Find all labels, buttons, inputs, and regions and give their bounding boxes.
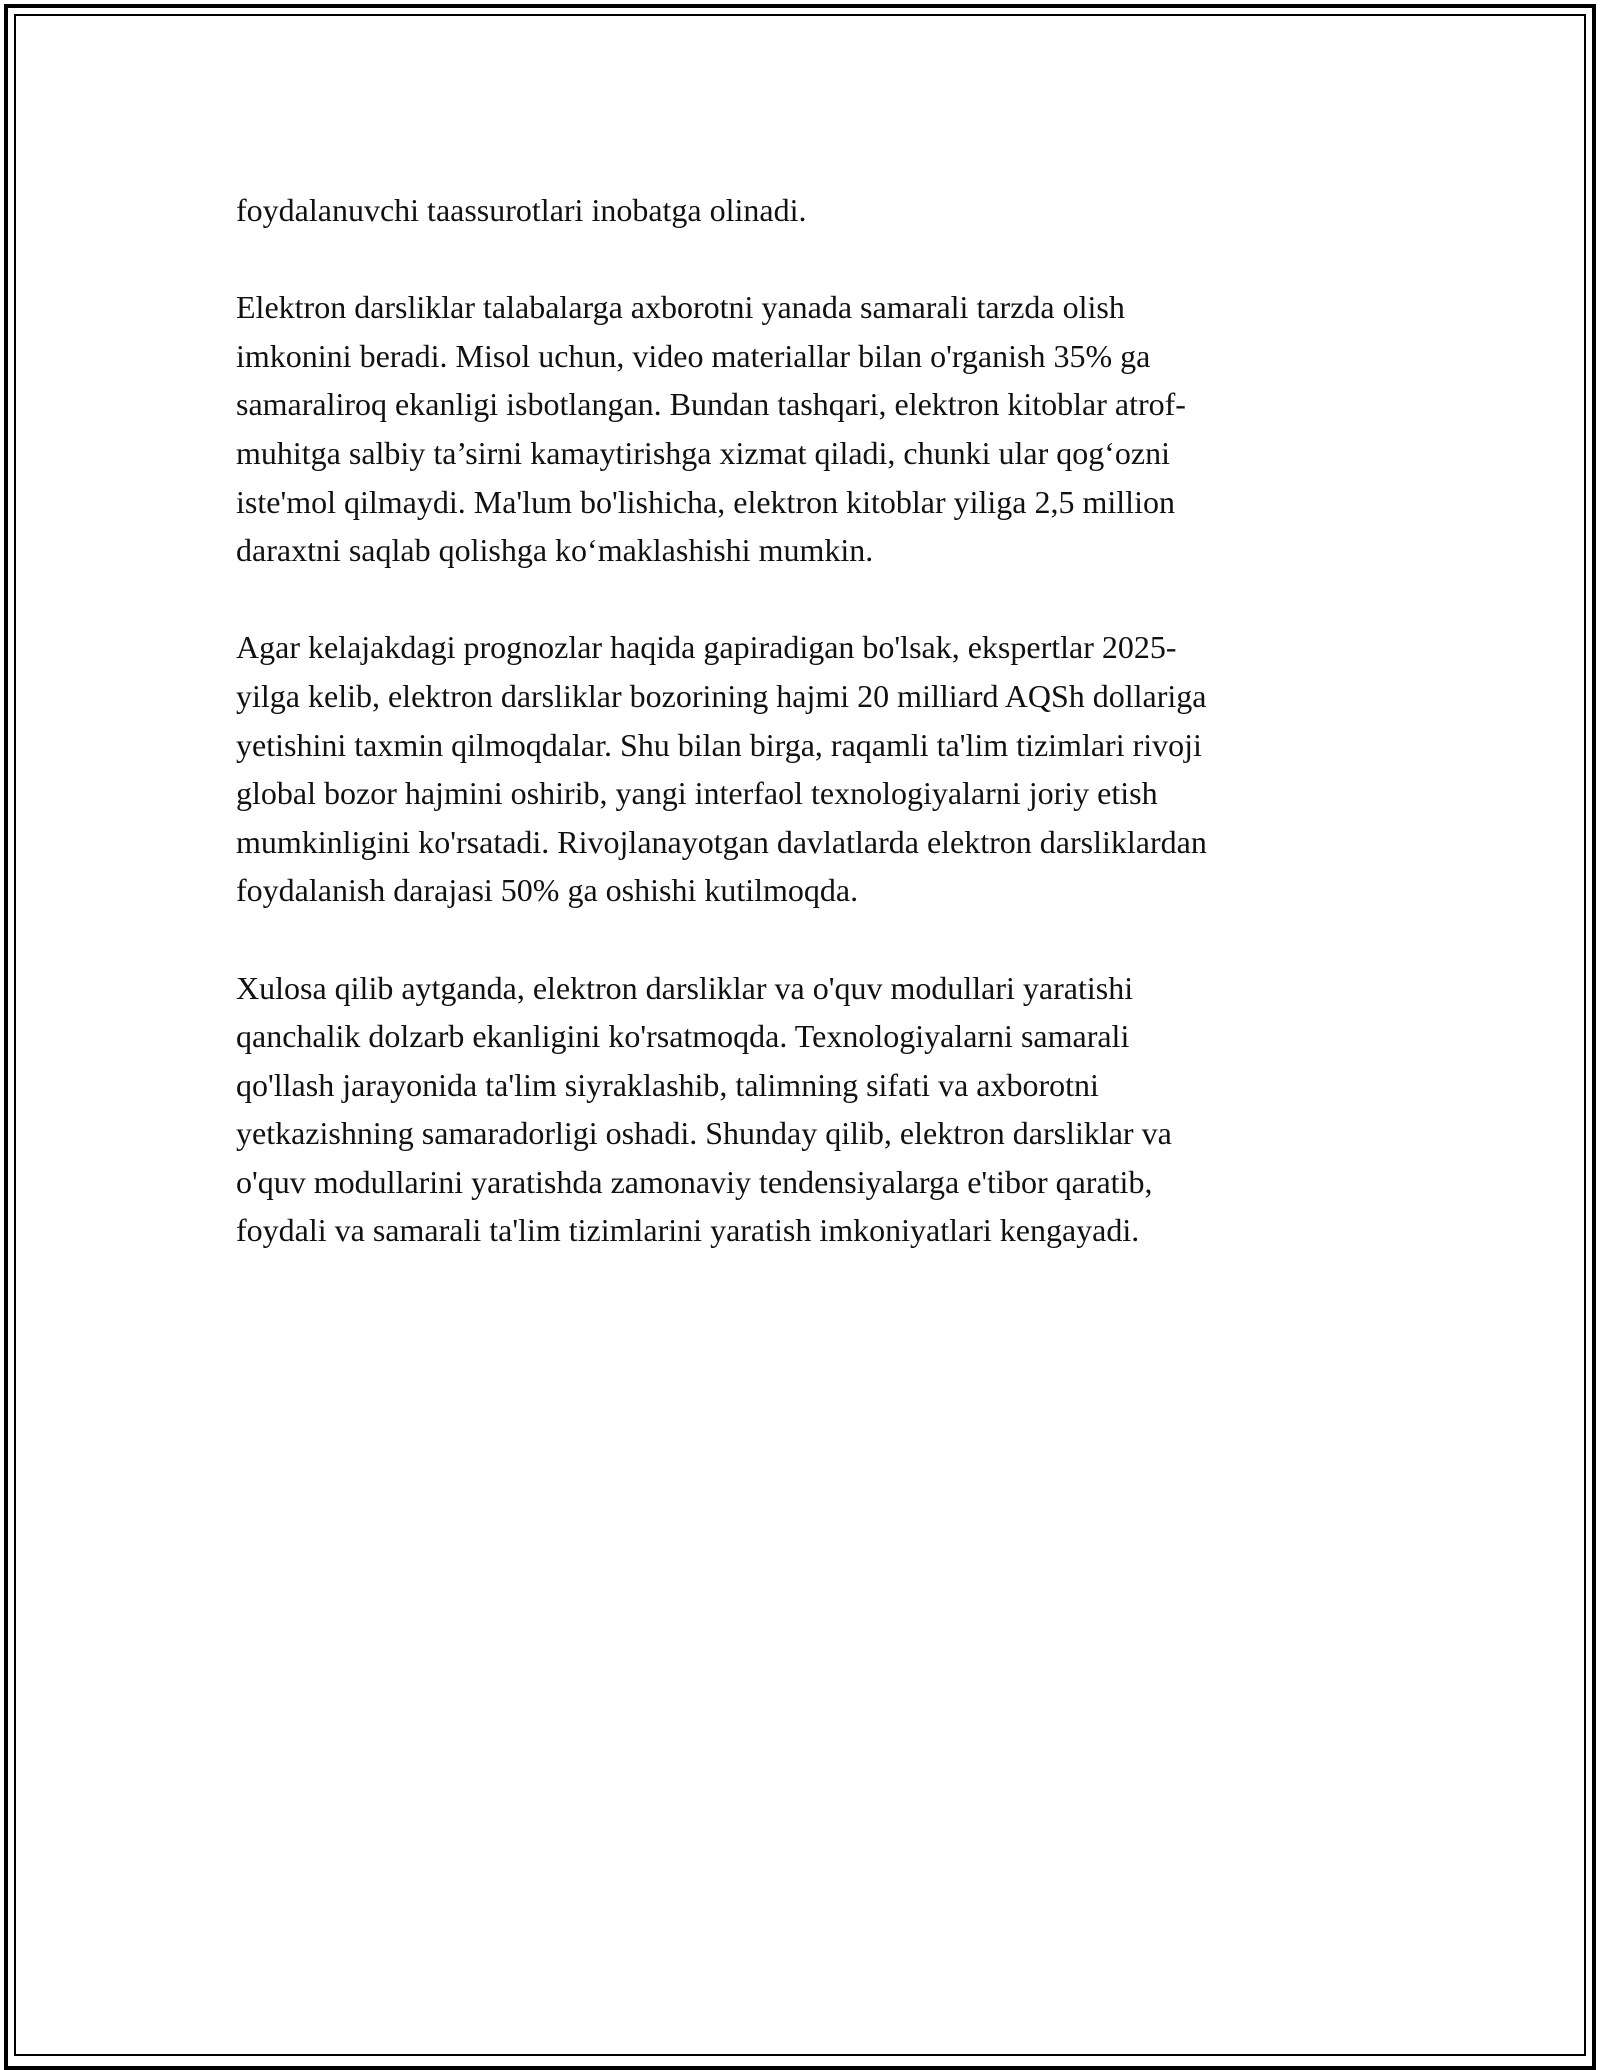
paragraph-continuation: foydalanuvchi taassurotlari inobatga olinadi.: [236, 192, 807, 228]
document-body: [236, 186, 1376, 1255]
paragraph-forecasts: Agar kelajakdagi prognozlar haqida gapiradigan bo'lsak, ekspertlar 2025- yilga kelib, elektron darsliklar bozorining hajmi 20 milliard AQSh dollariga yetishini taxmin qilmoqdalar. Shu bilan birga, raqamli ta'lim tizimlari rivoji global bozor hajmini oshirib, yangi interfaol texnologiyalarni joriy etish mumkinligini ko'rsatadi. Rivojlanayotgan davlatlarda elektron darsliklardan foydalanish darajasi 50% ga oshishi kutilmoqda.: [236, 629, 1207, 909]
paragraph-benefits: Elektron darsliklar talabalarga axborotni yanada samarali tarzda olish imkonini beradi. Misol uchun, video materiallar bilan o'rganish 35% ga samaraliroq ekanligi isbotlangan. Bundan tashqari, elektron kitoblar atrof- muhitga salbiy ta’sirni kamaytirishga xizmat qiladi, chunki ular qog‘ozni iste'mol qilmaydi. Ma'lum bo'lishicha, elektron kitoblar yiliga 2,5 million daraxtni saqlab qolishga ko‘maklashishi mumkin.: [236, 289, 1186, 569]
paragraph-conclusion: Xulosa qilib aytganda, elektron darsliklar va o'quv modullari yaratishi qanchalik dolzarb ekanligini ko'rsatmoqda. Texnologiyalarni samarali qo'llash jarayonida ta'lim siyraklashib, talimning sifati va axborotni yetkazishning samaradorligi oshadi. Shunday qilib, elektron darsliklar va o'quv modullarini yaratishda zamonaviy tendensiyalarga e'tibor qaratib, foydali va samarali ta'lim tizimlarini yaratish imkoniyatlari kengayadi.: [236, 969, 1172, 1249]
